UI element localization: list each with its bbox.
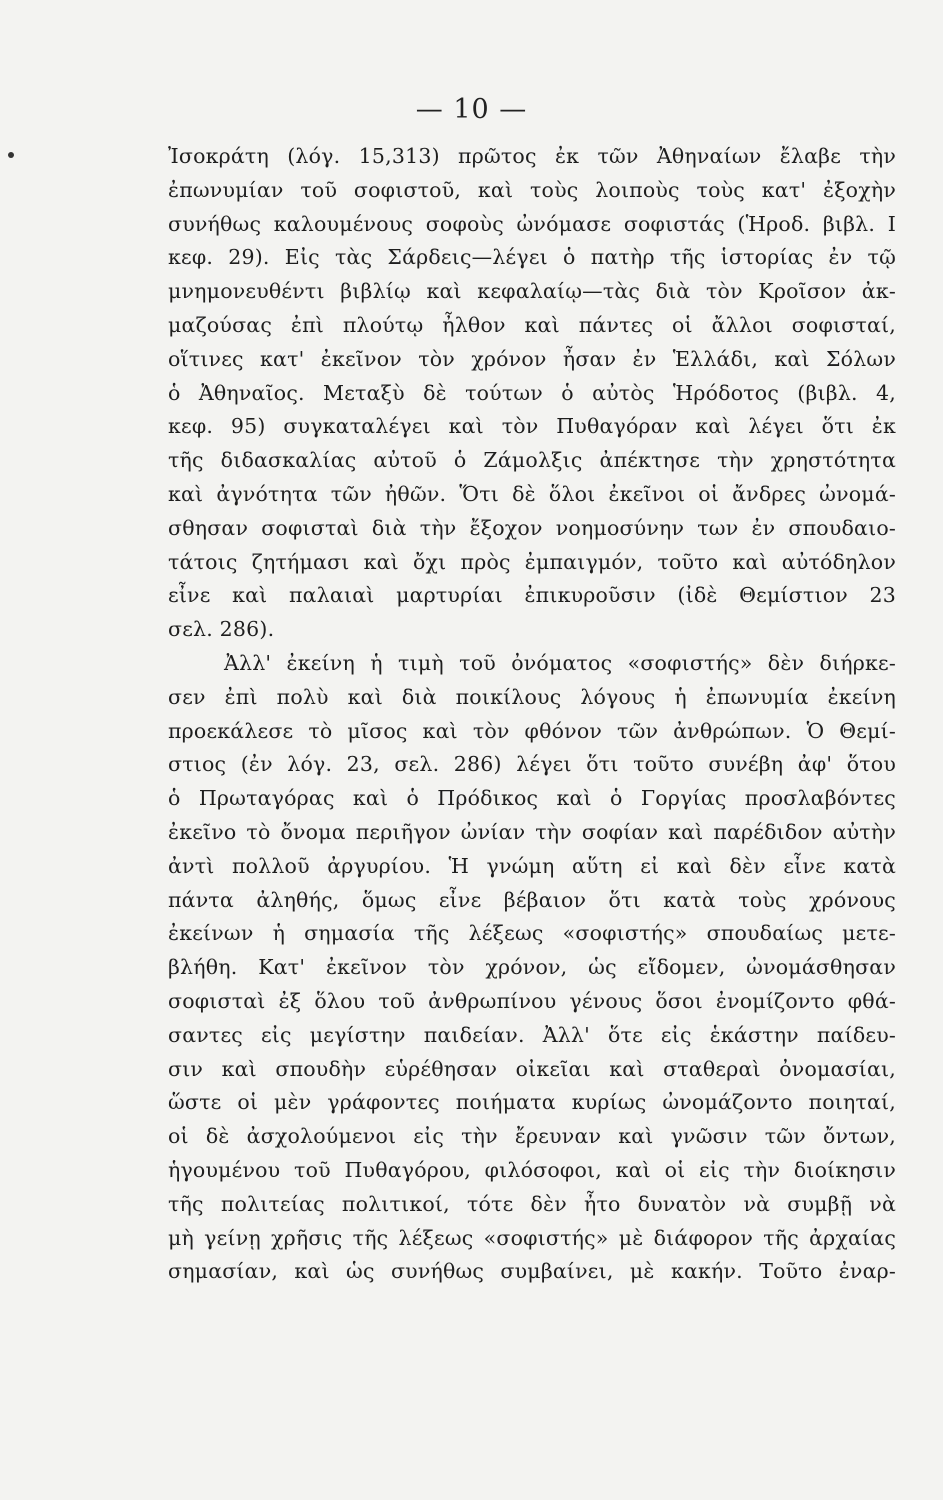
text-line: ὥστε οἱ μὲν γράφοντες ποιήματα κυρίως ὠνομάζοντο ποιηταί, xyxy=(168,1090,896,1115)
text-line: καὶ ἀγνότητα τῶν ἠθῶν. Ὅτι δὲ ὅλοι ἐκεῖνοι οἱ ἄνδρες ὠνομά- xyxy=(168,481,896,506)
text-line: ἐκεῖνο τὸ ὄνομα περιῆγον ὠνίαν τὴν σοφίαν καὶ παρέδιδον αὐτὴν xyxy=(168,819,896,844)
text-line: σημασίαν, καὶ ὡς συνήθως συμβαίνει, μὲ κακήν. Τοῦτο ἐναρ- xyxy=(168,1259,896,1284)
text-line: τάτοις ζητήμασι καὶ ὄχι πρὸς ἐμπαιγμόν, τοῦτο καὶ αὐτόδηλον xyxy=(168,549,896,574)
body-text xyxy=(168,140,896,1289)
page-number: — 10 — xyxy=(415,94,528,125)
text-line: ἐκείνων ἡ σημασία τῆς λέξεως «σοφιστής» σπουδαίως μετε- xyxy=(168,921,896,946)
text-line: Ἀλλ' ἐκείνη ἡ τιμὴ τοῦ ὀνόματος «σοφιστής» δὲν διήρκε- xyxy=(224,650,896,675)
text-line: ἐπωνυμίαν τοῦ σοφιστοῦ, καὶ τοὺς λοιποὺς τοὺς κατ' ἐξοχὴν xyxy=(168,177,896,202)
paragraph-1 xyxy=(168,140,896,647)
text-line: ὁ Ἀθηναῖος. Μεταξὺ δὲ τούτων ὁ αὐτὸς Ἡρόδοτος (βιβλ. 4, xyxy=(168,380,896,405)
text-line: μνημονευθέντι βιβλίῳ καὶ κεφαλαίῳ—τὰς διὰ τὸν Κροῖσον ἀκ- xyxy=(168,279,896,304)
text-line: σαντες εἰς μεγίστην παιδείαν. Ἀλλ' ὅτε εἰς ἑκάστην παίδευ- xyxy=(168,1022,896,1047)
text-line: σελ. 286). xyxy=(168,617,275,642)
text-line: οἱ δὲ ἀσχολούμενοι εἰς τὴν ἔρευναν καὶ γνῶσιν τῶν ὄντων, xyxy=(168,1124,896,1149)
margin-mark xyxy=(8,152,14,158)
text-line: προεκάλεσε τὸ μῖσος καὶ τὸν φθόνον τῶν ἀνθρώπων. Ὁ Θεμί- xyxy=(168,718,896,743)
text-line: σεν ἐπὶ πολὺ καὶ διὰ ποικίλους λόγους ἡ ἐπωνυμία ἐκείνη xyxy=(168,684,896,709)
text-line: κεφ. 29). Εἰς τὰς Σάρδεις—λέγει ὁ πατὴρ τῆς ἱστορίας ἐν τῷ xyxy=(168,245,896,270)
text-line: ὁ Πρωταγόρας καὶ ὁ Πρόδικος καὶ ὁ Γοργίας προσλαβόντες xyxy=(168,786,896,811)
text-line: σιν καὶ σπουδὴν εὑρέθησαν οἰκεῖαι καὶ σταθεραὶ ὀνομασίαι, xyxy=(168,1056,896,1081)
text-line: σοφισταὶ ἐξ ὅλου τοῦ ἀνθρωπίνου γένους ὅσοι ἐνομίζοντο φθά- xyxy=(168,988,896,1013)
text-line: μαζούσας ἐπὶ πλούτῳ ἦλθον καὶ πάντες οἱ ἄλλοι σοφισταί, xyxy=(168,312,896,337)
text-line: πάντα ἀληθής, ὅμως εἶνε βέβαιον ὅτι κατὰ τοὺς χρόνους xyxy=(168,887,896,912)
text-line: συνήθως καλουμένους σοφοὺς ὠνόμασε σοφιστάς (Ἡροδ. βιβλ. Ι xyxy=(168,211,896,236)
text-line: τῆς διδασκαλίας αὐτοῦ ὁ Ζάμολξις ἀπέκτησε τὴν χρηστότητα xyxy=(168,448,896,473)
text-line: μὴ γείνῃ χρῆσις τῆς λέξεως «σοφιστής» μὲ διάφορον τῆς ἀρχαίας xyxy=(168,1225,896,1250)
text-line: κεφ. 95) συγκαταλέγει καὶ τὸν Πυθαγόραν καὶ λέγει ὅτι ἐκ xyxy=(168,414,896,439)
text-line: σθησαν σοφισταὶ διὰ τὴν ἔξοχον νοημοσύνην των ἐν σπουδαιο- xyxy=(168,515,896,540)
text-line: στιος (ἐν λόγ. 23, σελ. 286) λέγει ὅτι τοῦτο συνέβη ἀφ' ὅτου xyxy=(168,752,896,777)
text-line: Ἰσοκράτη (λόγ. 15,313) πρῶτος ἐκ τῶν Ἀθηναίων ἔλαβε τὴν xyxy=(168,144,896,168)
text-line: οἵτινες κατ' ἐκεῖνον τὸν χρόνον ἦσαν ἐν Ἑλλάδι, καὶ Σόλων xyxy=(168,346,896,371)
text-line: τῆς πολιτείας πολιτικοί, τότε δὲν ἦτο δυνατὸν νὰ συμβῇ νὰ xyxy=(168,1191,896,1216)
text-line: ἡγουμένου τοῦ Πυθαγόρου, φιλόσοφοι, καὶ οἱ εἰς τὴν διοίκησιν xyxy=(168,1157,896,1182)
text-line: βλήθη. Κατ' ἐκεῖνον τὸν χρόνον, ὡς εἴδομεν, ὠνομάσθησαν xyxy=(168,955,896,980)
text-line: ἀντὶ πολλοῦ ἀργυρίου. Ἡ γνώμη αὕτη εἰ καὶ δὲν εἶνε κατὰ xyxy=(168,853,896,878)
paragraph-2 xyxy=(168,647,896,1289)
text-line: εἶνε καὶ παλαιαὶ μαρτυρίαι ἐπικυροῦσιν (ἰδὲ Θεμίστιον 23 xyxy=(168,583,896,608)
